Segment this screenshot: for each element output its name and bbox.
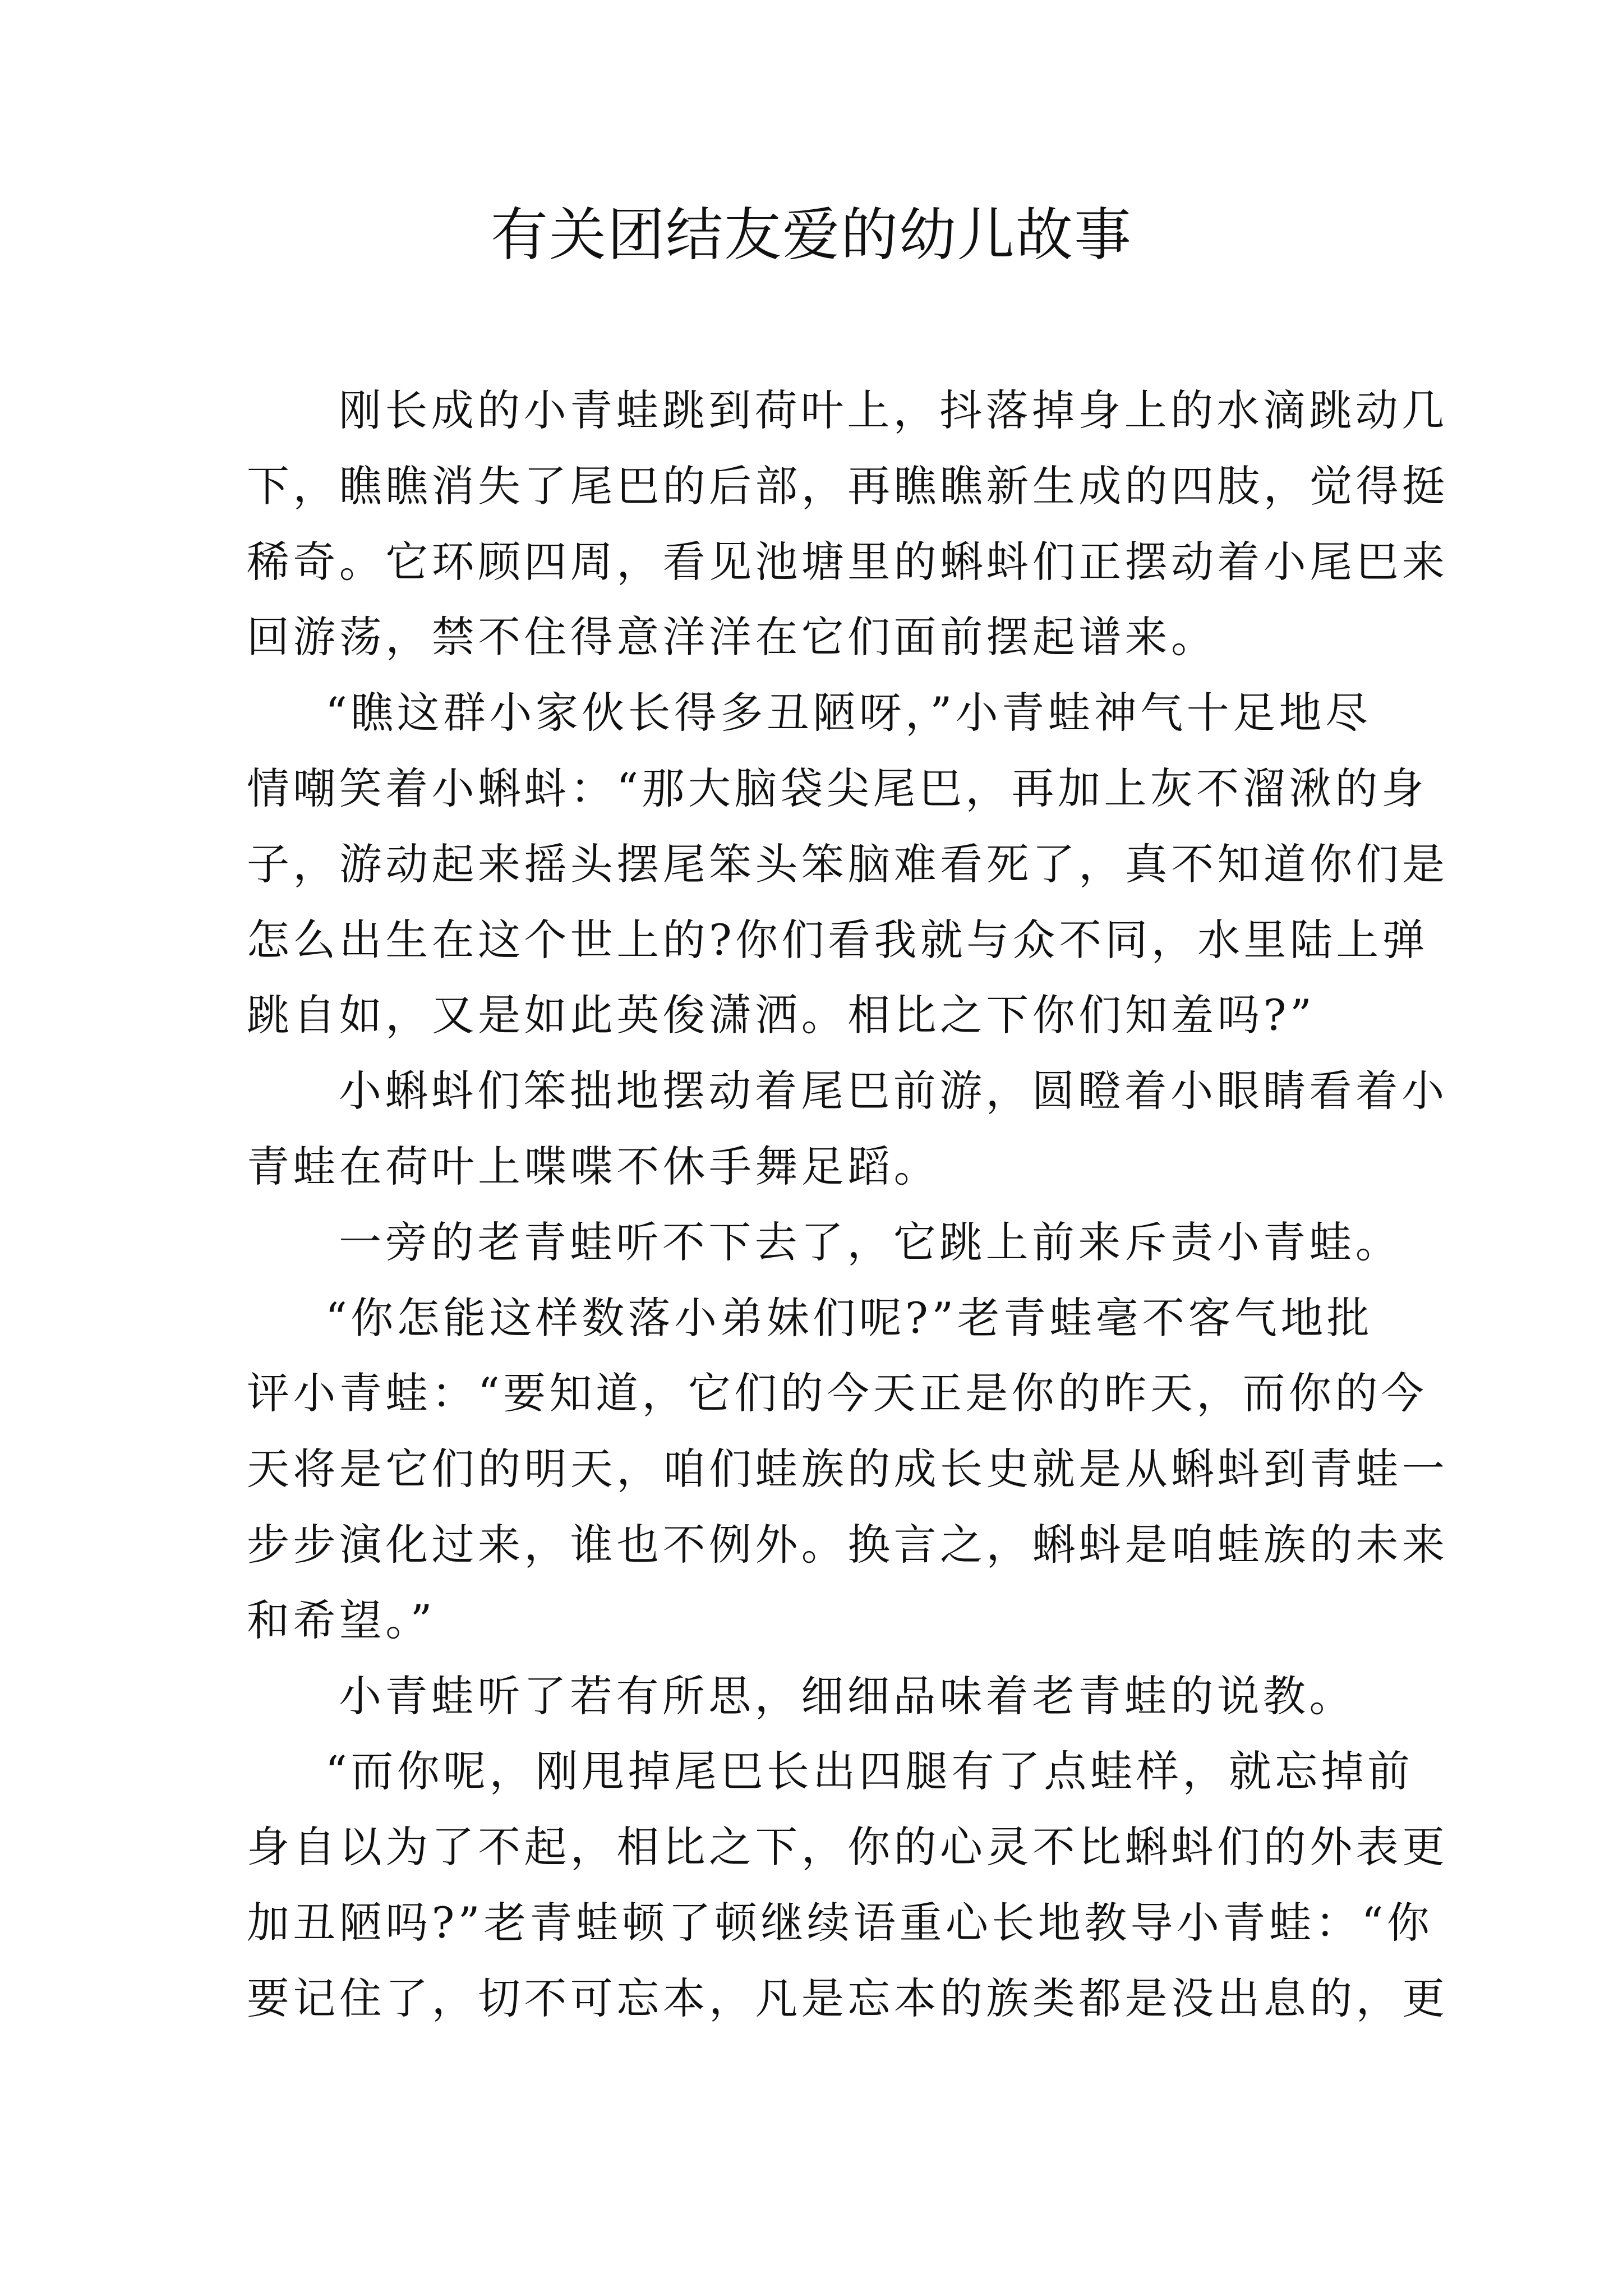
text-line: 评小青蛙：“要知道，它们的今天正是你的昨天，而你的今 (247, 1368, 1428, 1419)
text-line: 要记住了，切不可忘本，凡是忘本的族类都是没出息的，更 (247, 1973, 1449, 2023)
text-line: “瞧这群小家伙长得多丑陋呀，”小青蛙神气十足地尽 (325, 688, 1372, 738)
text-line: 身自以为了不起，相比之下，你的心灵不比蝌蚪们的外表更 (247, 1822, 1449, 1872)
text-line: 和希望。” (247, 1595, 436, 1645)
text-line: 跳自如，又是如此英俊潇洒。相比之下你们知羞吗?” (247, 990, 1316, 1041)
text-line: 情嘲笑着小蝌蚪：“那大脑袋尖尾巴，再加上灰不溜湫的身 (247, 763, 1428, 813)
text-line: 青蛙在荷叶上喋喋不休手舞足蹈。 (247, 1141, 940, 1191)
text-line: “你怎能这样数落小弟妹们呢?”老青蛙毫不客气地批 (325, 1292, 1373, 1343)
text-line: 刚长成的小青蛙跳到荷叶上，抖落掉身上的水滴跳动几 (339, 385, 1448, 435)
text-line: 子，游动起来摇头摆尾笨头笨脑难看死了，真不知道你们是 (247, 839, 1449, 889)
text-line: 一旁的老青蛙听不下去了，它跳上前来斥责小青蛙。 (339, 1217, 1402, 1267)
text-line: 天将是它们的明天，咱们蛙族的成长史就是从蝌蚪到青蛙一 (247, 1444, 1449, 1494)
text-line: 步步演化过来，谁也不例外。换言之，蝌蚪是咱蛙族的未来 (247, 1519, 1449, 1570)
text-line: 下，瞧瞧消失了尾巴的后部，再瞧瞧新生成的四肢，觉得挺 (247, 461, 1449, 511)
document-body (247, 373, 1449, 2037)
text-line: 稀奇。它环顾四周，看见池塘里的蝌蚪们正摆动着小尾巴来 (247, 536, 1449, 587)
document-title: 有关团结友爱的幼儿故事 (491, 202, 1132, 269)
text-line: 怎么出生在这个世上的?你们看我就与众不同，水里陆上弹 (247, 914, 1429, 965)
text-line: 小蝌蚪们笨拙地摆动着尾巴前游，圆瞪着小眼睛看着小 (339, 1066, 1448, 1116)
text-line: 回游荡，禁不住得意洋洋在它们面前摆起谱来。 (247, 612, 1218, 662)
text-line: “而你呢，刚甩掉尾巴长出四腿有了点蛙样，就忘掉前 (325, 1746, 1414, 1797)
text-line: 小青蛙听了若有所思，细细品味着老青蛙的说教。 (339, 1671, 1355, 1721)
text-line: 加丑陋吗?”老青蛙顿了顿继续语重心长地教导小青蛙：“你 (247, 1897, 1433, 1948)
